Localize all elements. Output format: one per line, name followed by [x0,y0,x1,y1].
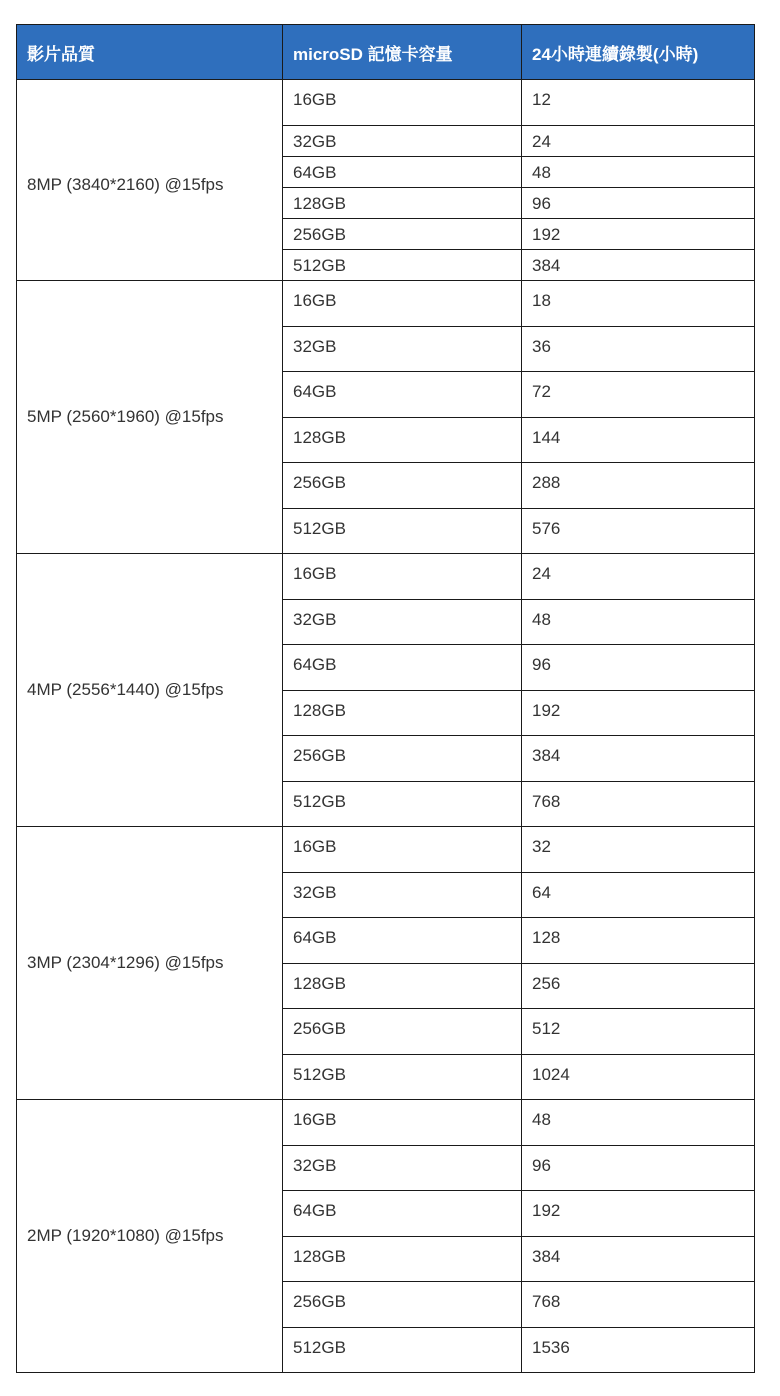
hours-cell: 24 [522,126,755,157]
hours-cell: 576 [522,508,755,554]
capacity-cell: 32GB [283,126,522,157]
hours-cell: 384 [522,1236,755,1282]
hours-cell: 288 [522,463,755,509]
capacity-cell: 16GB [283,281,522,327]
capacity-cell: 256GB [283,1009,522,1055]
hours-cell: 48 [522,157,755,188]
table-row [17,1100,755,1146]
hours-cell: 192 [522,1191,755,1237]
table-row [17,554,755,600]
quality-cell: 4MP (2556*1440) @15fps [17,554,283,827]
quality-cell: 2MP (1920*1080) @15fps [17,1100,283,1373]
table-row [17,281,755,327]
table-row [17,80,755,126]
hours-cell: 768 [522,1282,755,1328]
capacity-cell: 128GB [283,1236,522,1282]
table-row [17,827,755,873]
hours-cell: 144 [522,417,755,463]
capacity-cell: 64GB [283,372,522,418]
capacity-cell: 256GB [283,219,522,250]
capacity-cell: 16GB [283,554,522,600]
capacity-cell: 128GB [283,188,522,219]
hours-cell: 24 [522,554,755,600]
capacity-cell: 32GB [283,326,522,372]
capacity-cell: 32GB [283,599,522,645]
capacity-cell: 16GB [283,80,522,126]
quality-cell: 8MP (3840*2160) @15fps [17,80,283,281]
hours-cell: 256 [522,963,755,1009]
header-capacity: microSD 記憶卡容量 [283,25,522,80]
capacity-cell: 256GB [283,736,522,782]
hours-cell: 96 [522,1145,755,1191]
hours-cell: 512 [522,1009,755,1055]
hours-cell: 48 [522,1100,755,1146]
hours-cell: 384 [522,250,755,281]
capacity-cell: 512GB [283,250,522,281]
hours-cell: 96 [522,645,755,691]
capacity-cell: 512GB [283,1054,522,1100]
hours-cell: 128 [522,918,755,964]
hours-cell: 192 [522,690,755,736]
hours-cell: 48 [522,599,755,645]
hours-cell: 36 [522,326,755,372]
capacity-cell: 64GB [283,157,522,188]
capacity-cell: 128GB [283,690,522,736]
hours-cell: 12 [522,80,755,126]
quality-cell: 3MP (2304*1296) @15fps [17,827,283,1100]
hours-cell: 1536 [522,1327,755,1373]
hours-cell: 32 [522,827,755,873]
quality-cell: 5MP (2560*1960) @15fps [17,281,283,554]
hours-cell: 192 [522,219,755,250]
hours-cell: 1024 [522,1054,755,1100]
hours-cell: 18 [522,281,755,327]
capacity-cell: 16GB [283,1100,522,1146]
capacity-cell: 64GB [283,918,522,964]
hours-cell: 72 [522,372,755,418]
recording-capacity-table [16,24,755,1373]
hours-cell: 768 [522,781,755,827]
capacity-cell: 512GB [283,1327,522,1373]
capacity-cell: 16GB [283,827,522,873]
header-row [17,25,755,80]
capacity-cell: 64GB [283,1191,522,1237]
table-body [17,80,755,1373]
capacity-cell: 256GB [283,1282,522,1328]
hours-cell: 384 [522,736,755,782]
capacity-cell: 32GB [283,1145,522,1191]
capacity-cell: 256GB [283,463,522,509]
capacity-cell: 128GB [283,963,522,1009]
capacity-cell: 512GB [283,508,522,554]
header-quality: 影片品質 [17,25,283,80]
capacity-cell: 64GB [283,645,522,691]
hours-cell: 64 [522,872,755,918]
hours-cell: 96 [522,188,755,219]
capacity-cell: 512GB [283,781,522,827]
header-hours: 24小時連續錄製(小時) [522,25,755,80]
capacity-cell: 128GB [283,417,522,463]
capacity-cell: 32GB [283,872,522,918]
